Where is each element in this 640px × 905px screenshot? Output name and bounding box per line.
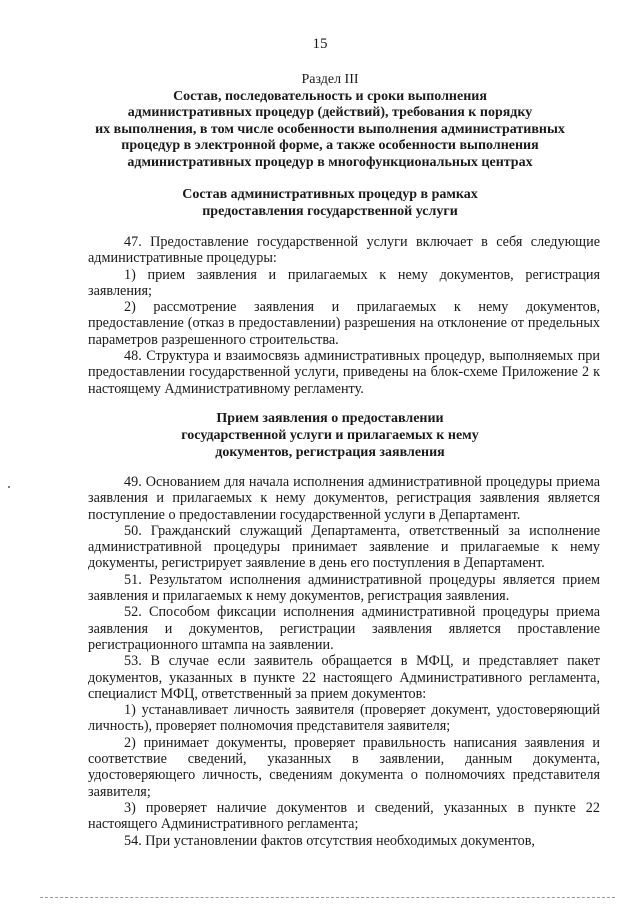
section-heading (60, 72, 600, 171)
paragraph: 54. При установлении фактов отсутствия необходимых документов, (124, 832, 535, 849)
paragraph: 50. Гражданский служащий Департамента, ответственный за исполнение административной процедуры принимает заявление и прилагаемые к нему документы, регистрирует заявление в день его поступления в Департамент. (88, 522, 600, 572)
paragraph: 52. Способом фиксации исполнения административной процедуры приема заявления и документов, регистрации заявления является проставление регистрационного штампа на заявлении. (88, 604, 600, 653)
section-title-line: административных процедур в многофункциональных центрах (127, 154, 533, 170)
scan-edge-line (40, 897, 615, 899)
paragraph: 47. Предоставление государственной услуги включает в себя следующие административные процедуры: (88, 234, 600, 267)
scan-speck (8, 486, 10, 488)
paragraph: 53. В случае если заявитель обращается в МФЦ, и представляет пакет документов, указанных в пункте 22 настоящего Административного регламента, специалист МФЦ, ответственный за прием документов: (88, 653, 600, 702)
subsection-body (88, 474, 600, 849)
page-number: 15 (312, 36, 328, 52)
subsection-heading (60, 186, 600, 220)
section-title-line: их выполнения, в том числе особенности выполнения административных (95, 121, 565, 137)
paragraph: 48. Структура и взаимосвязь административных процедур, выполняемых при предоставлении государственной услуги, приведены на блок-схеме Приложение 2 к настоящему Административному регламенту. (88, 348, 600, 397)
section-label: Раздел III (301, 72, 359, 87)
subsection-title-line: Прием заявления о предоставлении (216, 411, 444, 426)
subsection-title-line: предоставления государственной услуги (202, 204, 458, 219)
paragraph: 1) прием заявления и прилагаемых к нему документов, регистрация заявления; (88, 266, 600, 299)
section-title-line: Состав, последовательность и сроки выполнения (173, 88, 487, 104)
subsection-heading (60, 410, 600, 461)
paragraph: 2) рассмотрение заявления и прилагаемых к нему документов, предоставление (отказ в предоставлении) разрешения на отклонение от предельных параметров разрешенного строительства. (88, 299, 600, 348)
section-title-line: административных процедур (действий), требования к порядку (127, 105, 533, 120)
paragraph: 1) устанавливает личность заявителя (проверяет документ, удостоверяющий личность), проверяет полномочия представителя заявителя; (88, 702, 600, 735)
subsection-body (88, 234, 600, 397)
section-title-line: процедур в электронной форме, а также особенности выполнения (121, 138, 539, 153)
paragraph: 2) принимает документы, проверяет правильность написания заявления и соответствие сведений, указанных в заявлении, данным документа, удостоверяющего личность, сведениям документа о полномочиях представителя заявителя; (88, 734, 600, 800)
subsection-title-line: документов, регистрация заявления (215, 445, 445, 460)
paragraph: 51. Результатом исполнения административной процедуры является прием заявления и прилагаемых к нему документов, регистрация заявления. (88, 571, 600, 605)
subsection-title-line: государственной услуги и прилагаемых к нему (181, 428, 479, 443)
paragraph: 3) проверяет наличие документов и сведений, указанных в пункте 22 настоящего Административного регламента; (88, 799, 600, 833)
paragraph: 49. Основанием для начала исполнения административной процедуры приема заявления и прилагаемых к нему документов, регистрация заявления является поступление о предоставлении государственной услуги в Департамент. (88, 474, 600, 523)
subsection-title-line: Состав административных процедур в рамках (182, 187, 478, 202)
